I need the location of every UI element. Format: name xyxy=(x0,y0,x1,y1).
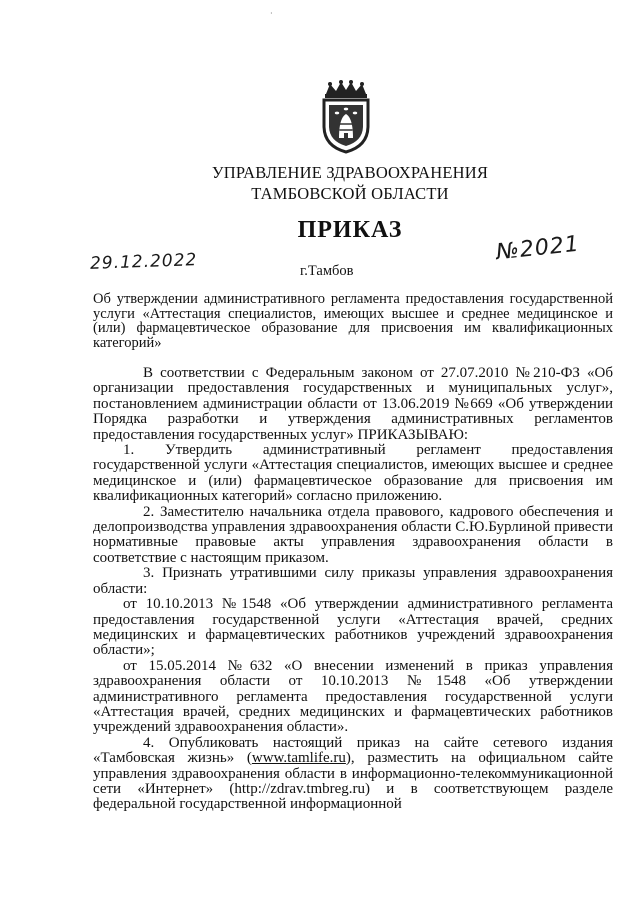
document-date-handwritten: 29.12.2022 xyxy=(89,250,198,274)
item-3-paragraph: 3. Признать утратившими силу приказы управления здравоохранения области: xyxy=(93,565,613,597)
document-subject: Об утверждении административного регламента предоставления государственной услуги «Аттестация специалистов, имеющих высшее и среднее медицинское и (или) фармацевтическое образование для присвоения им квалификационных категорий» xyxy=(93,291,613,351)
document-type: ПРИКАЗ xyxy=(297,217,403,243)
tamlife-link[interactable]: www.tamlife.ru xyxy=(251,750,346,767)
org-name-line-1: УПРАВЛЕНИЕ ЗДРАВООХРАНЕНИЯ xyxy=(211,163,489,182)
preamble-paragraph: В соответствии с Федеральным законом от 27.07.2010 №210-ФЗ «Об организации предоставления государственных и муниципальных услуг», постановлением администрации области от 13.06.2019 №669 «Об утверждении Порядка разработки и утверждения административных регламентов предоставления государственных услуг» ПРИКАЗЫВАЮ: xyxy=(93,365,613,443)
scan-dot-mark: · xyxy=(270,9,273,18)
item-3a-paragraph: от 10.10.2013 №1548 «Об утверждении административного регламента предоставления государственной услуги «Аттестация врачей, средних медицинских и фармацевтических работников учреждений здравоохранения области»; xyxy=(93,596,613,659)
document-number-handwritten: №2021 xyxy=(494,231,581,266)
item-3b-paragraph: от 15.05.2014 №632 «О внесении изменений в приказ управления здравоохранения области от 10.10.2013 №1548 «Об утверждении административного регламента предоставления государственной услуги «Аттестация врачей, средних медицинских и фармацевтических работников учреждений здравоохранения области». xyxy=(93,657,613,736)
document-body xyxy=(93,366,613,813)
item-1-paragraph: 1. Утвердить административный регламент предоставления государственной услуги «Аттестация специалистов, имеющих высшее и среднее медицинское и (или) фармацевтическое образование для присвоения им квалификационных категорий» согласно приложению. xyxy=(93,442,613,505)
item-2-paragraph: 2. Заместителю начальника отдела правового, кадрового обеспечения и делопроизводства управления здравоохранения области С.Ю.Бурлиной привести нормативные правовые акты управления здравоохранения области в соответствие с настоящим приказом. xyxy=(93,503,613,566)
org-name-line-2: ТАМБОВСКОЙ ОБЛАСТИ xyxy=(251,184,449,203)
organization-name xyxy=(120,162,580,204)
item-4-prefix: 4. Опубликовать настоящий приказ на сайте сетевого издания «Тамбовская жизнь» ( xyxy=(93,734,613,767)
coat-of-arms-icon xyxy=(316,80,376,154)
item-4-paragraph xyxy=(93,736,613,813)
document-city: г.Тамбов xyxy=(300,263,354,279)
item-4-suffix: ), разместить на официальном сайте управления здравоохранения области в информационно-телекоммуникационной сети «Интернет» (http://zdrav.tmbreg.ru) и в соответствующем разделе федеральной государственной информационной xyxy=(93,750,613,813)
